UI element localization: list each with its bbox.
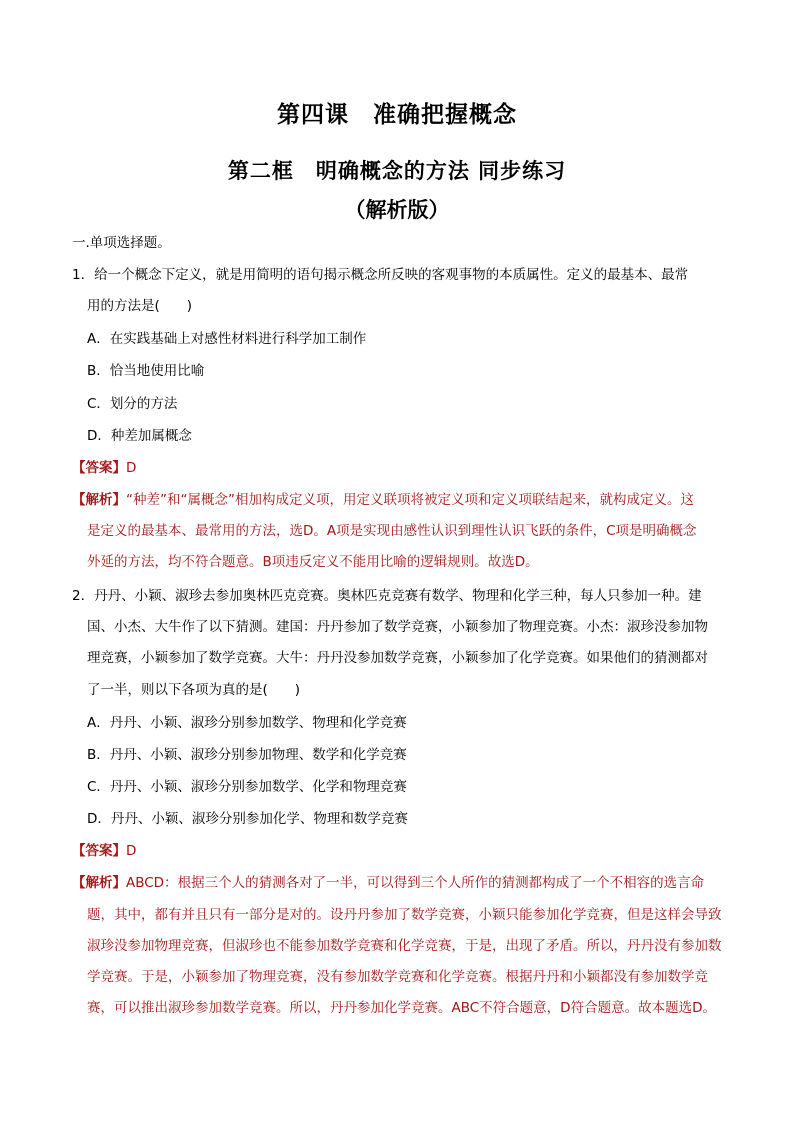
- page-title: 第四课 准确把握概念: [277, 101, 517, 128]
- answer-label: 【答案】: [72, 460, 126, 476]
- answer-row: [72, 841, 136, 861]
- option-c: C．划分的方法: [87, 396, 178, 412]
- page-subtitle: 第二框 明确概念的方法 同步练习: [227, 158, 567, 183]
- option-c: C．丹丹、小颖、淑珍分别参加数学、化学和物理竞赛: [87, 779, 407, 795]
- answer-value: D: [126, 460, 137, 476]
- question-stem-line: 1．给一个概念下定义，就是用简明的语句揭示概念所反映的客观事物的本质属性。定义的最基本、最常: [72, 267, 689, 283]
- analysis-line: 外延的方法，均不符合题意。B项违反定义不能用比喻的逻辑规则。故选D。: [87, 554, 539, 570]
- option-b: B．丹丹、小颖、淑珍分别参加物理、数学和化学竞赛: [87, 747, 407, 763]
- answer-label: 【答案】: [72, 843, 126, 859]
- question-stem-line: 理竞赛，小颖参加了数学竞赛。大牛：丹丹没参加数学竞赛，小颖参加了化学竞赛。如果他们的猜测都对: [87, 650, 708, 666]
- analysis-label: 【解析】: [72, 875, 126, 891]
- question-stem-line: 了一半，则以下各项为真的是( ): [87, 682, 301, 698]
- option-d: D．种差加属概念: [87, 428, 192, 444]
- question-stem-line: 国、小杰、大牛作了以下猜测。建国：丹丹参加了数学竞赛，小颖参加了物理竞赛。小杰：淑珍没参加物: [87, 619, 708, 635]
- analysis-row: [72, 490, 694, 510]
- option-d: D．丹丹、小颖、淑珍分别参加化学、物理和数学竞赛: [87, 811, 408, 827]
- analysis-line: 是定义的最基本、最常用的方法，选D。A项是实现由感性认识到理性认识飞跃的条件，C项是明确概念: [87, 523, 697, 539]
- question-stem-line: 2．丹丹、小颖、淑珍去参加奥林匹克竞赛。奥林匹克竞赛有数学、物理和化学三种，每人只参加一种。建: [72, 588, 702, 604]
- option-b: B．恰当地使用比喻: [87, 363, 205, 379]
- analysis-line: 题，其中，都有并且只有一部分是对的。设丹丹参加了数学竞赛，小颖只能参加化学竞赛，但是这样会导致: [87, 907, 722, 923]
- section-heading: 一.单项选择题。: [72, 235, 171, 251]
- analysis-line: 淑珍没参加物理竞赛，但淑珍也不能参加数学竞赛和化学竞赛，于是，出现了矛盾。所以，丹丹没有参加数: [87, 938, 722, 954]
- question-stem-line: 用的方法是( ): [87, 298, 193, 314]
- analysis-line: ABCD：根据三个人的猜测各对了一半，可以得到三个人所作的猜测都构成了一个不相容的选言命: [126, 875, 705, 891]
- answer-row: [72, 458, 136, 478]
- analysis-label: 【解析】: [72, 492, 126, 508]
- analysis-line: 赛，可以推出淑珍参加数学竞赛。所以，丹丹参加化学竞赛。ABC不符合题意，D符合题意。故本题选D。: [87, 1000, 716, 1016]
- analysis-line: 学竞赛。于是，小颖参加了物理竞赛，没有参加数学竞赛和化学竞赛。根据丹丹和小颖都没有参加数学竞: [87, 969, 708, 985]
- answer-value: D: [126, 843, 137, 859]
- page-subtitle-version: （解析版）: [344, 197, 450, 222]
- option-a: A．在实践基础上对感性材料进行科学加工制作: [87, 331, 367, 347]
- option-a: A．丹丹、小颖、淑珍分别参加数学、物理和化学竞赛: [87, 715, 407, 731]
- analysis-row: [72, 873, 704, 893]
- analysis-line: “种差”和“属概念”相加构成定义项，用定义联项将被定义项和定义项联结起来，就构成定义。这: [126, 492, 694, 508]
